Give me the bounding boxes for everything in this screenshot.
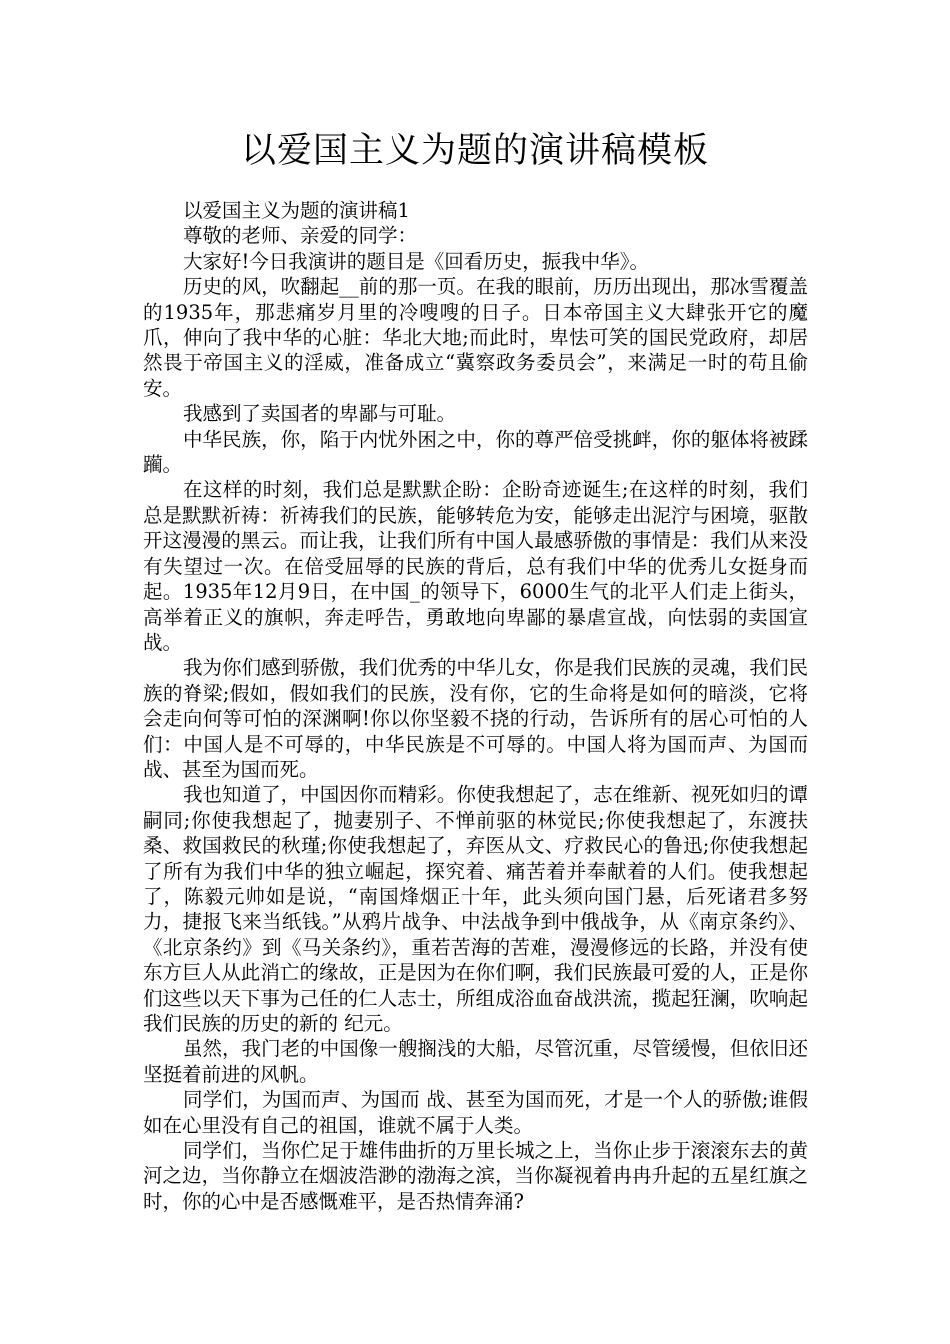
document-title: 以爱国主义为题的演讲稿模板 (240, 131, 709, 171)
paragraph: 同学们，为国而声、为国而 战、甚至为国而死，才是一个人的骄傲;谁假如在心里没有自己的祖国，谁就不属于人类。 (143, 1088, 808, 1137)
paragraph: 历史的风，吹翻起__前的那一页。在我的眼前，历历出现出，那冰雪覆盖的1935年，那悲痛岁月里的冷嗖嗖的日子。日本帝国主义大肆张开它的魔爪，伸向了我中华的心脏：华北大地;而此时，卑怯可笑的国民党政府，却居然畏于帝国主义的淫威，准备成立“冀察政务委员会”，来满足一时的苟且偷安。 (143, 275, 808, 400)
paragraph: 同学们，当你伫足于雄伟曲折的万里长城之上，当你止步于滚滚东去的黄河之边，当你静立在烟波浩渺的渤海之滨，当你凝视着冉冉升起的五星红旗之时，你的心中是否感慨难平，是否热情奔涌? (143, 1139, 808, 1213)
paragraph-salutation: 尊敬的老师、亲爱的同学： (182, 224, 417, 248)
paragraph: 在这样的时刻，我们总是默默企盼：企盼奇迹诞生;在这样的时刻，我们总是默默祈祷：祈祷我们的民族，能够转危为安，能够走出泥泞与困境，驱散开这漫漫的黑云。而让我，让我们所有中国人最感骄傲的事情是：我们从来没有失望过一次。在倍受屈辱的民族的背后，总有我们中华的优秀儿女挺身而起。1935年12月9日，在中国_的领导下，6000生气的北平人们走上街头，高举着正义的旗帜，奔走呼告，勇敢地向卑鄙的暴虐宣战，向怯弱的卖国宣战。 (143, 478, 808, 654)
paragraph: 我也知道了，中国因你而精彩。你使我想起了，志在维新、视死如归的谭嗣同;你使我想起了，抛妻别子、不惮前驱的林觉民;你使我想起了，东渡扶桑、救国救民的秋瑾;你使我想起了，弃医从文、疗救民心的鲁迅;你使我想起了所有为我们中华的独立崛起，探究着、痛苦着并奉献着的人们。使我想起了，陈毅元帅如是说，“南国烽烟正十年，此头须向国门悬，后死诸君多努力，捷报飞来当纸钱。”从鸦片战争、中法战争到中俄战争，从《南京条约》、《北京条约》到《马关条约》，重若苦海的苦难，漫漫修远的长路，并没有使东方巨人从此消亡的缘故，正是因为在你们啊，我们民族最可爱的人，正是你们这些以天下事为己任的仁人志士，所组成浴血奋战洪流，揽起狂澜，吹响起我们民族的历史的新的 纪元。 (143, 783, 808, 1035)
paragraph: 大家好!今日我演讲的题目是《回看历史，振我中华》。 (182, 249, 650, 273)
paragraph: 我感到了卖国者的卑鄙与可耻。 (182, 402, 456, 426)
paragraph: 我为你们感到骄傲，我们优秀的中华儿女，你是我们民族的灵魂，我们民族的脊梁;假如，假如我们的民族，没有你，它的生命将是如何的暗淡，它将会走向何等可怕的深渊啊!你以你坚毅不挠的行动，告诉所有的居心可怕的人们：中国人是不可辱的，中华民族是不可辱的。中国人将为国而声、为国而战、甚至为国而死。 (143, 656, 808, 781)
paragraph: 虽然，我门老的中国像一艘搁浅的大船，尽管沉重，尽管缓慢，但依旧还坚挺着前进的风帆。 (143, 1037, 808, 1086)
paragraph-heading: 以爱国主义为题的演讲稿1 (182, 199, 410, 222)
paragraph: 中华民族，你，陷于内忧外困之中，你的尊严倍受挑衅，你的躯体将被蹂躏。 (143, 427, 808, 477)
document-body (143, 198, 808, 1214)
